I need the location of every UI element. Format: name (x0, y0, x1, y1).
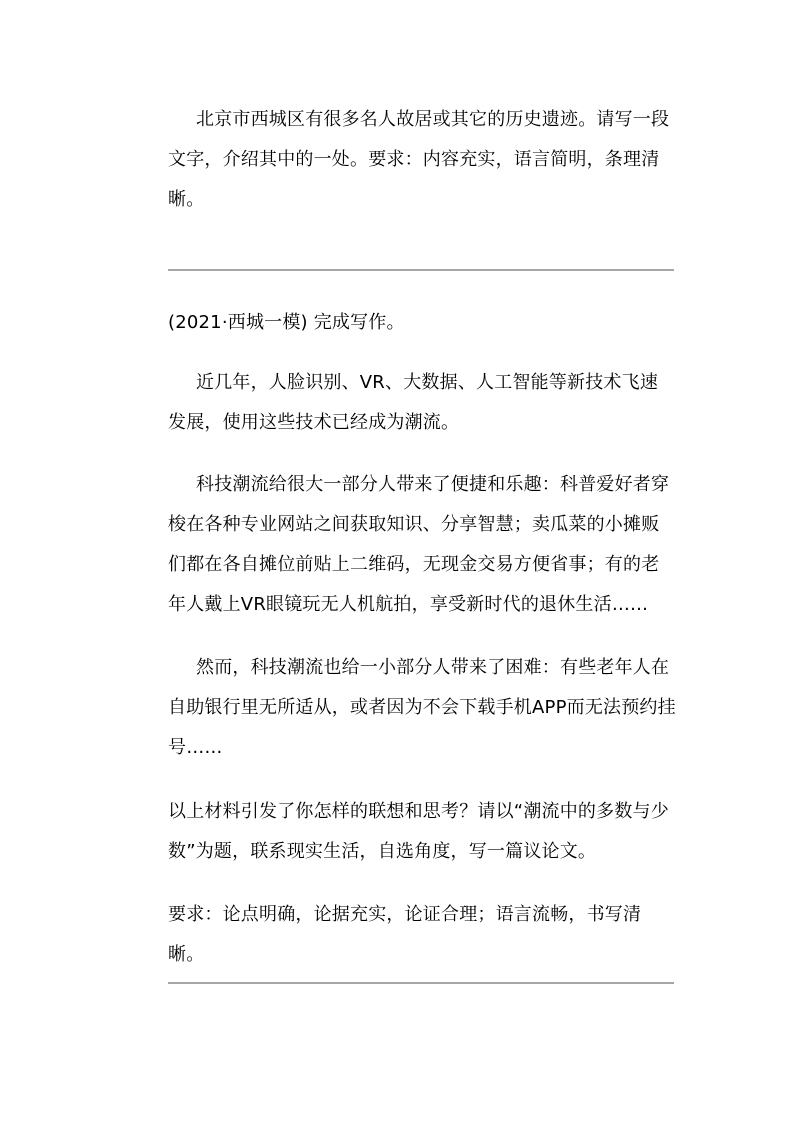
requirements-block (168, 895, 676, 975)
material-paragraph-1-block (168, 363, 676, 443)
material-paragraph-3-block (168, 648, 676, 768)
section-2 (168, 303, 676, 343)
writing-prompt-1: 北京市西城区有很多名人故居或其它的历史遗迹。请写一段文字，介绍其中的一处。要求：内容充实，语言简明，条理清晰。 (168, 109, 670, 210)
material-paragraph-2: 科技潮流给很大一部分人带来了便捷和乐趣：科普爱好者穿梭在各种专业网站之间获取知识、分享智慧；卖瓜菜的小摊贩们都在各自摊位前贴上二维码，无现金交易方便省事；有的老年人戴上VR眼镜玩无人机航拍，享受新时代的退休生活…… (168, 474, 670, 615)
section-2-heading: (2021·西城一模) 完成写作。 (168, 312, 405, 333)
section-1 (168, 100, 676, 220)
material-paragraph-1: 近几年，人脸识别、VR、大数据、人工智能等新技术飞速发展，使用这些技术已经成为潮流。 (168, 372, 659, 433)
material-paragraph-3: 然而，科技潮流也给一小部分人带来了困难：有些老年人在自助银行里无所适从，或者因为不会下载手机APP而无法预约挂号…… (168, 657, 676, 758)
writing-task-block (168, 792, 676, 872)
writing-task: 以上材料引发了你怎样的联想和思考？请以“潮流中的多数与少数”为题，联系现实生活，自选角度，写一篇议论文。 (168, 801, 669, 862)
writing-requirements: 要求：论点明确，论据充实，论证合理；语言流畅，书写清晰。 (168, 904, 642, 965)
divider-2 (168, 982, 674, 984)
divider-1 (168, 269, 674, 271)
material-paragraph-2-block (168, 465, 676, 625)
